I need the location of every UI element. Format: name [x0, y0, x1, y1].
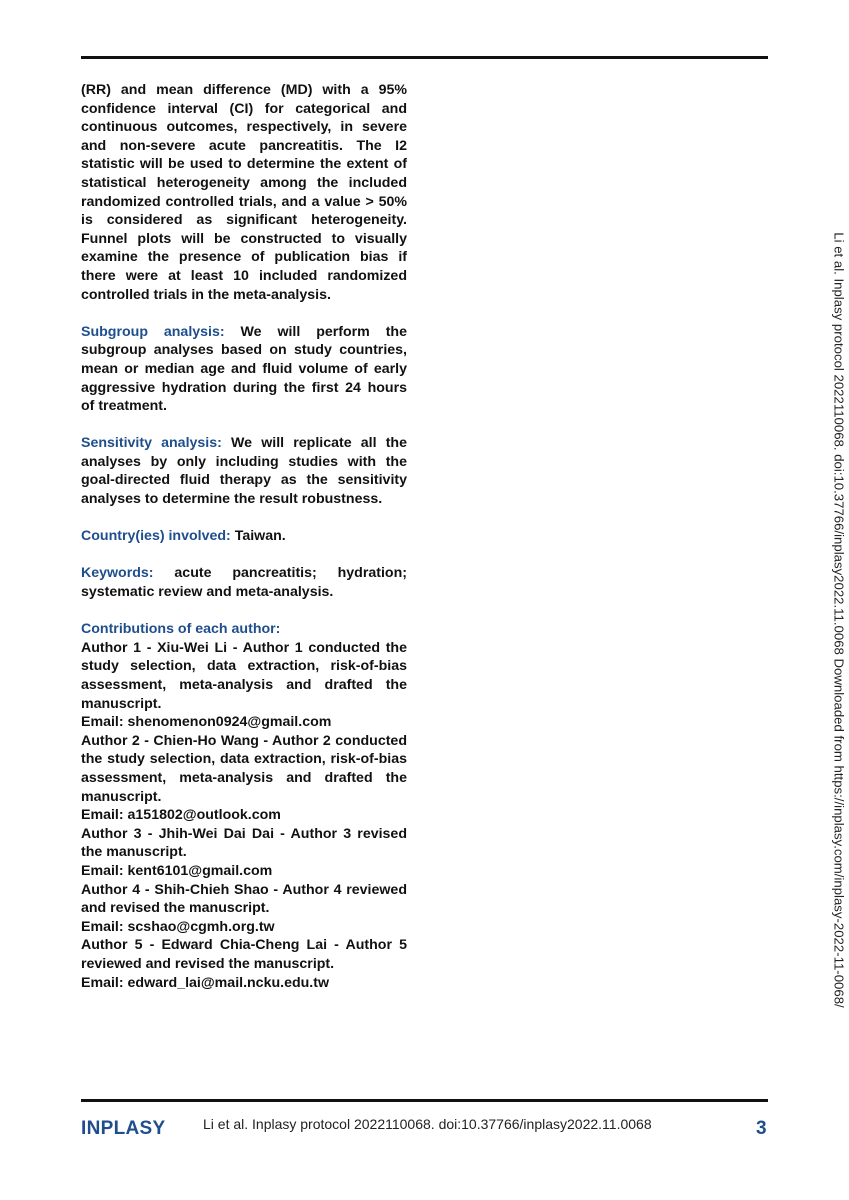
author-5-desc: Author 5 - Edward Chia-Cheng Lai - Author 5 reviewed and revised the manuscript.	[81, 937, 407, 972]
sensitivity-heading: Sensitivity analysis:	[81, 435, 222, 452]
text-column	[81, 81, 407, 992]
subgroup-heading: Subgroup analysis:	[81, 323, 225, 340]
author-2-desc: Author 2 - Chien-Ho Wang - Author 2 conducted the study selection, data extraction, risk-of-bias assessment, meta-analysis and drafted the manuscript.	[81, 732, 407, 805]
subgroup-paragraph	[81, 323, 407, 416]
author-2-email: Email: a151802@outlook.com	[81, 807, 281, 824]
countries-heading: Country(ies) involved:	[81, 528, 231, 545]
methods-continuation: (RR) and mean difference (MD) with a 95% confidence interval (CI) for categorical and continuous outcomes, respectively, in severe and non-severe acute pancreatitis. The I2 statistic will be used to determine the extent of statistical heterogeneity among the included randomized controlled trials, and a value > 50% is considered as significant heterogeneity. Funnel plots will be constructed to visually examine the presence of publication bias if there were at least 10 included randomized controlled trials in the meta-analysis.	[81, 82, 407, 303]
keywords-paragraph	[81, 564, 407, 601]
page-number: 3	[756, 1118, 767, 1139]
top-rule	[81, 56, 768, 59]
author-4-desc: Author 4 - Shih-Chieh Shao - Author 4 reviewed and revised the manuscript.	[81, 881, 407, 917]
countries-paragraph	[81, 527, 407, 546]
countries-text: Taiwan.	[234, 528, 286, 545]
author-4-email: Email: scshao@cgmh.org.tw	[81, 918, 275, 935]
sensitivity-text: We will replicate all the analyses by only including studies with the goal-directed fluid therapy as the sensitivity analyses to determine the result robustness.	[81, 435, 407, 508]
footer-brand: INPLASY	[81, 1118, 166, 1139]
sensitivity-paragraph	[81, 434, 407, 508]
author-3-desc: Author 3 - Jhih-Wei Dai Dai - Author 3 revised the manuscript.	[81, 825, 407, 861]
author-5-email: Email: edward_lai@mail.ncku.edu.tw	[81, 974, 329, 991]
contributions-heading: Contributions of each author:	[81, 621, 281, 638]
author-1-desc: Author 1 - Xiu-Wei Li - Author 1 conducted the study selection, data extraction, risk-of-bias assessment, meta-analysis and drafted the manuscript.	[81, 639, 407, 712]
author-1-email: Email: shenomenon0924@gmail.com	[81, 714, 332, 731]
bottom-rule	[81, 1099, 768, 1102]
footer-citation: Li et al. Inplasy protocol 2022110068. doi:10.37766/inplasy2022.11.0068	[203, 1116, 652, 1132]
contributions-paragraph	[81, 620, 407, 992]
download-side-note: Li et al. Inplasy protocol 2022110068. doi:10.37766/inplasy2022.11.0068 Downloaded from https://inplasy.com/inplasy-2022-11-0068/	[831, 232, 847, 1008]
keywords-heading: Keywords:	[81, 565, 154, 582]
subgroup-text: We will perform the subgroup analyses based on study countries, mean or median age and fluid volume of early aggressive hydration during the first 24 hours of treatment.	[81, 323, 407, 415]
author-3-email: Email: kent6101@gmail.com	[81, 862, 273, 879]
keywords-text: acute pancreatitis; hydration; systematic review and meta-analysis.	[81, 565, 407, 601]
